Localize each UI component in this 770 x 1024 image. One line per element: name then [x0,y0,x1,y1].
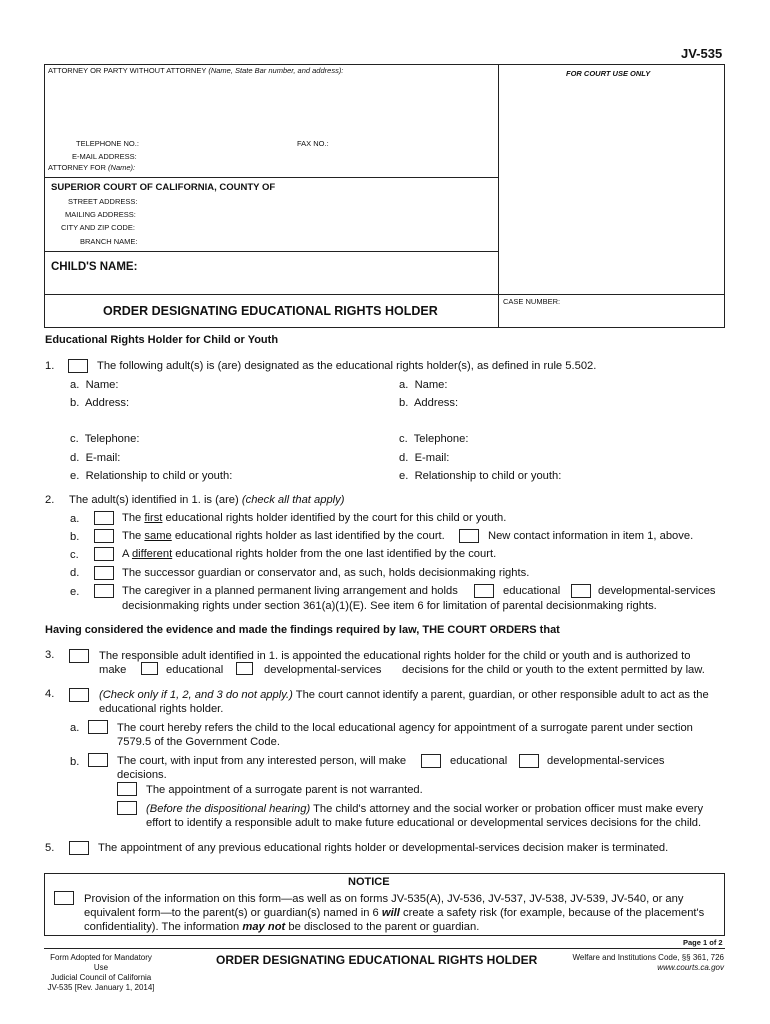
item4-checkbox[interactable] [69,688,89,702]
item2b-new-contact-checkbox[interactable] [459,529,479,543]
item2a-letter: a. [70,513,80,525]
item1-text: The following adult(s) is (are) designated as the educational rights holder(s), as defined in rule 5.502. [97,360,597,372]
item2b-letter: b. [70,531,80,543]
item3-make: make [99,664,127,676]
item4-line1: (Check only if 1, 2, and 3 do not apply.) The court cannot identify a parent, guardian, or other responsible adult to act as the [99,689,709,701]
item5-checkbox[interactable] [69,841,89,855]
item4b-devservices-checkbox[interactable] [519,754,539,768]
item4a-letter: a. [70,722,80,734]
item4b-line1: The court, with input from any interested person, will make [117,755,407,767]
item2e-devservices-checkbox[interactable] [571,584,591,598]
item1-left-d: d. E-mail: [70,452,121,464]
court-use-label: FOR COURT USE ONLY [566,69,651,78]
notice-checkbox[interactable] [54,891,74,905]
item3-line1: The responsible adult identified in 1. is appointed the educational rights holder for the child or youth and is authorized to [99,650,691,662]
footer-code-block: Welfare and Institutions Code, §§ 361, 726 www.courts.ca.gov [560,953,724,973]
telephone-label: TELEPHONE NO.: [76,139,139,148]
item2c-checkbox[interactable] [94,547,114,561]
item2a-checkbox[interactable] [94,511,114,525]
childs-name-label: CHILD'S NAME: [51,261,138,273]
form-title: ORDER DESIGNATING EDUCATIONAL RIGHTS HOLDER [103,304,438,318]
item4b-line2: decisions. [117,769,167,781]
item1-checkbox[interactable] [68,359,88,373]
notice-line1: Provision of the information on this form—as well as on forms JV-535(A), JV-536, JV-537, JV-538, JV-539, JV-540, or any [84,893,684,905]
item4b2-line1: (Before the dispositional hearing) The child's attorney and the social worker or probation officer must make every [146,803,704,815]
notice-title: NOTICE [348,876,390,888]
item2e-text1: The caregiver in a planned permanent living arrangement and holds [122,585,458,597]
item3-devservices-label: developmental-services [264,664,382,676]
item2c-text: A different educational rights holder from the one last identified by the court. [122,548,497,560]
item4a-line2: 7579.5 of the Government Code. [117,736,280,748]
fax-label: FAX NO.: [297,139,329,148]
item1-right-e: e. Relationship to child or youth: [399,470,562,482]
item2-number: 2. [45,494,55,506]
item2d-letter: d. [70,567,80,579]
item4b2-checkbox[interactable] [117,801,137,815]
item4b-letter: b. [70,756,80,768]
item4b2-line2: effort to identify a responsible adult to make future educational or developmental services decisions for the child. [146,817,702,829]
item1-right-c: c. Telephone: [399,433,469,445]
item3-educational-checkbox[interactable] [141,662,158,675]
item2a-text: The first educational rights holder identified by the court for this child or youth. [122,512,507,524]
email-label: E-MAIL ADDRESS: [72,152,137,161]
item2d-checkbox[interactable] [94,566,114,580]
item2e-letter: e. [70,586,80,598]
item4b-devservices-label: developmental-services [547,755,665,767]
section-title: Educational Rights Holder for Child or Youth [45,334,279,346]
item2c-letter: c. [70,549,79,561]
page-number: Page 1 of 2 [683,938,723,947]
item1-left-b: b. Address: [70,397,130,409]
street-label: STREET ADDRESS: [68,197,138,206]
form-number: JV-535 [681,46,723,61]
footer-title: ORDER DESIGNATING EDUCATIONAL RIGHTS HOLDER [216,953,538,967]
court-name: SUPERIOR COURT OF CALIFORNIA, COUNTY OF [51,182,276,193]
item1-left-a: a. Name: [70,379,119,391]
city-label: CITY AND ZIP CODE: [61,223,135,232]
item4b-educational-label: educational [450,755,508,767]
item2e-educational-label: educational [503,585,561,597]
item3-checkbox[interactable] [69,649,89,663]
attorney-label: ATTORNEY OR PARTY WITHOUT ATTORNEY (Name, State Bar number, and address): [48,66,344,75]
attorney-for-label: ATTORNEY FOR (Name): [48,163,136,172]
item4b-educational-checkbox[interactable] [421,754,441,768]
item1-left-c: c. Telephone: [70,433,140,445]
item2d-text: The successor guardian or conservator and, as such, holds decisionmaking rights. [122,567,530,579]
item4-number: 4. [45,688,55,700]
item4a-checkbox[interactable] [88,720,108,734]
item2b-text: The same educational rights holder as last identified by the court. [122,530,445,542]
item1-left-e: e. Relationship to child or youth: [70,470,233,482]
item5-text: The appointment of any previous educational rights holder or developmental-services decision maker is terminated. [98,842,669,854]
mailing-label: MAILING ADDRESS: [65,210,136,219]
item2e-checkbox[interactable] [94,584,114,598]
case-number-label: CASE NUMBER: [503,297,561,306]
item2e-text2: decisionmaking rights under section 361(a)(1)(E). See item 6 for limitation of parental decisionmaking rights. [122,600,657,612]
item4-line2: educational rights holder. [99,703,224,715]
orders-heading: Having considered the evidence and made the findings required by law, THE COURT ORDERS that [45,624,560,636]
branch-label: BRANCH NAME: [80,237,138,246]
item3-devservices-checkbox[interactable] [236,662,253,675]
item2b-checkbox[interactable] [94,529,114,543]
notice-line3: confidentiality). The information may not be disclosed to the parent or guardian. [84,921,480,933]
item4b1-checkbox[interactable] [117,782,137,796]
item4a-line1: The court hereby refers the child to the local educational agency for appointment of a surrogate parent under section [117,722,693,734]
item3-number: 3. [45,649,55,661]
courts-link[interactable]: www.courts.ca.gov [657,963,724,972]
item3-educational-label: educational [166,664,224,676]
item2e-devservices-label: developmental-services [598,585,716,597]
form-adopted-block: Form Adopted for Mandatory Use Judicial Council of California JV-535 [Rev. January 1, 2014] [47,953,155,992]
item2e-educational-checkbox[interactable] [474,584,494,598]
item3-tail: decisions for the child or youth to the extent permitted by law. [402,664,705,676]
item1-number: 1. [45,360,55,372]
item1-right-b: b. Address: [399,397,459,409]
header-box [44,64,725,328]
item1-right-d: d. E-mail: [399,452,450,464]
item4b1-text: The appointment of a surrogate parent is not warranted. [146,784,423,796]
item2-text: The adult(s) identified in 1. is (are) (check all that apply) [69,494,345,506]
item2b-new-contact-text: New contact information in item 1, above. [488,530,694,542]
notice-line2: equivalent form—to the parent(s) or guardian(s) named in 6 will create a safety risk (for example, because of the placement's [84,907,705,919]
item1-right-a: a. Name: [399,379,448,391]
item4b-checkbox[interactable] [88,753,108,767]
item5-number: 5. [45,842,55,854]
